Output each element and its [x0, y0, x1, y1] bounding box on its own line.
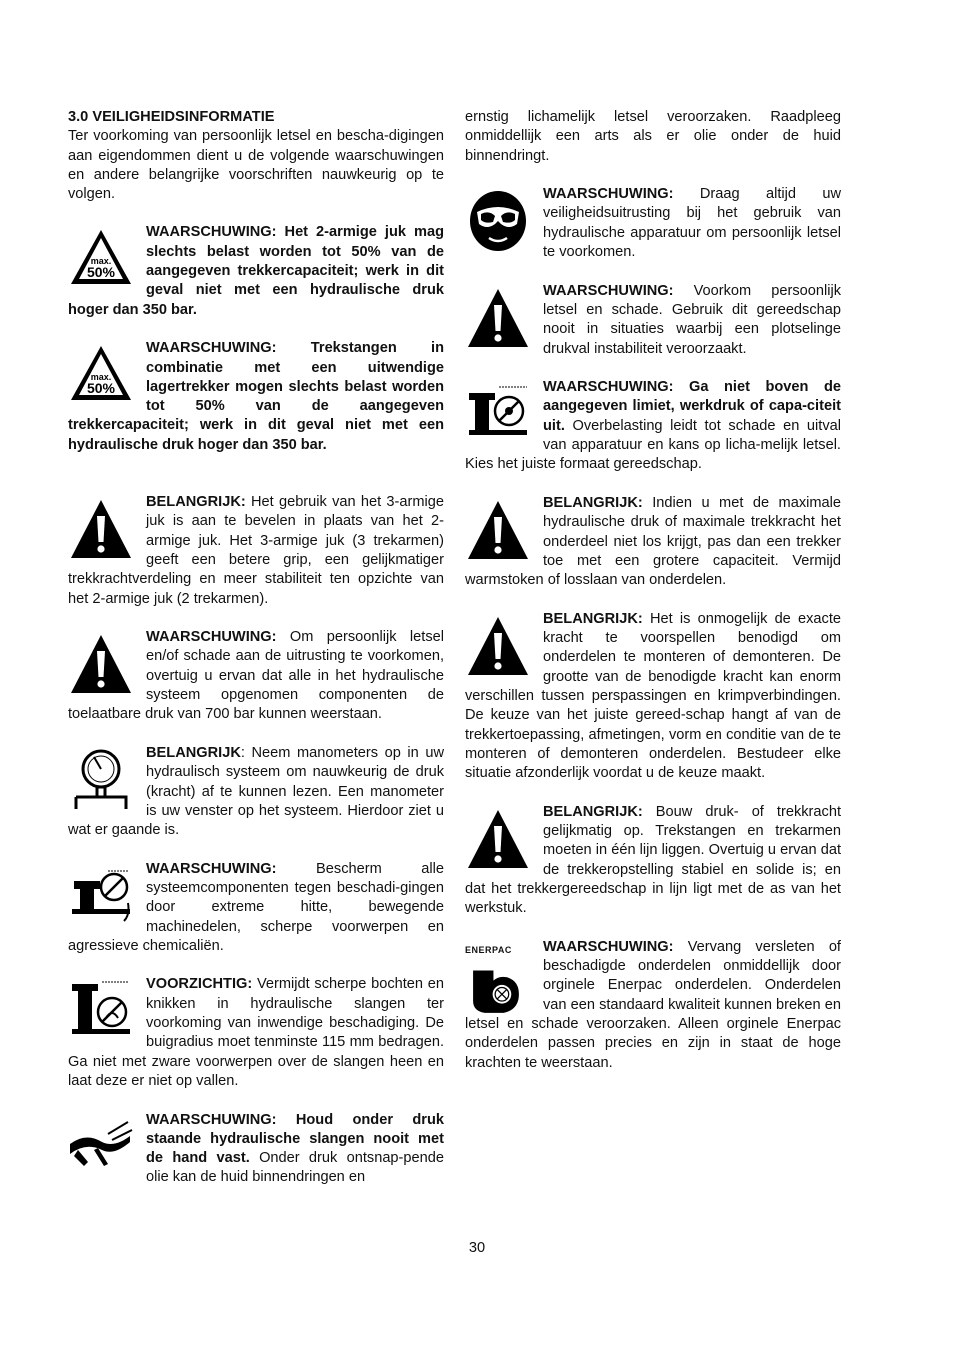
notice-block	[465, 282, 841, 359]
notice-label: WAARSCHUWING:	[543, 938, 674, 955]
hose-kink-icon	[68, 978, 138, 1048]
notice-block	[465, 610, 841, 784]
notice-text: Voorkom persoonlijk letsel en schade. Gebruik dit gereedschap nooit in situaties waarbij een plotselinge drukval instabiliteit veroorzaakt.	[543, 282, 841, 357]
notice-label: BELANGRIJK:	[543, 610, 643, 627]
notice-bold-text: WAARSCHUWING: Het 2-armige juk mag slechts belast worden tot 50% van de aangegeven trekkercapaciteit; werk in dit geval niet met een hydraulische druk hoger dan 350 bar.	[68, 224, 444, 318]
warning-triangle-icon	[465, 497, 535, 567]
notice-text: : Neem manometers op in uw hydraulisch systeem om nauwkeurig de druk (kracht) af te kunnen lezen. Een manometer is uw venster op het systeem. Hierdoor ziet u wat er gaande is.	[68, 744, 444, 839]
enerpac-logo-text: ENERPAC	[465, 944, 512, 955]
intro-paragraph: Ter voorkoming van persoonlijk letsel en bescha-digingen aan eigendommen dient u de volgende waarschuwingen en andere belangrijke voorschriften nauwkeurig op te volgen.	[68, 128, 444, 203]
safety-goggles-icon	[465, 188, 535, 258]
notice-block	[68, 493, 444, 609]
notice-label: BELANGRIJK:	[543, 494, 643, 511]
notice-text: Vermijdt scherpe bochten en knikken in hydraulische slangen ter voorkoming van inwendige beschadiging. De buigradius moet tenminste 115 mm bedragen. Ga niet met zware voorwerpen over de slangen heen en laat deze er niet op vallen.	[68, 976, 444, 1089]
notice-block	[465, 938, 841, 1073]
overload-icon	[465, 381, 535, 451]
notice-bold-text: WAARSCHUWING: Ga niet boven de aangegeven limiet, werkdruk of capa-citeit uit.	[543, 379, 841, 434]
notice-text: Het is onmogelijk de exacte kracht te voorspellen benodigd om onderdelen te monteren of demonteren. De grootte van de benodigde kracht kan enorm verschillen tussen perspassingen en krimpverbindingen. De keuze van het juiste gereed-schap hangt af van de trekkertoepassing, afmetingen, vorm en conditie van de te monteren of demonteren onderdelen. Bestudeer elke situatie afzonderlijk voordat u de keuze maakt.	[465, 610, 841, 782]
notice-label: WAARSCHUWING:	[543, 282, 674, 299]
notice-text: Indien u met de maximale hydraulische druk of maximale trekkracht het onderdeel niet los krijgt, pas dan een trekker toe met een grotere capaciteit. Vermijd warmstoken of losslaan van onderdelen.	[465, 494, 841, 589]
notice-label: BELANGRIJK:	[543, 803, 643, 820]
enerpac-parts-icon	[465, 941, 535, 1011]
notice-label: WAARSCHUWING:	[543, 186, 674, 203]
notice-block	[465, 494, 841, 590]
notice-label: BELANGRIJK	[146, 744, 241, 761]
warning-triangle-icon	[465, 806, 535, 876]
notice-text: Vervang versleten of beschadigde onderdelen onmiddellijk door orginele Enerpac onderdelen. Onderdelen van een standaard kwaliteit kunnen breken en letsel en schade veroorzaken. Alleen orginele Enerpac onderdelen passen precies en zijn in staat de hoge krachten te weerstaan.	[465, 938, 841, 1071]
notice-block	[68, 223, 444, 319]
max-50-percent-icon	[68, 342, 138, 412]
notice-block	[465, 378, 841, 474]
notice-block	[68, 975, 444, 1091]
section-heading: 3.0 VEILIGHEIDSINFORMATIE	[68, 109, 275, 125]
notice-block	[465, 803, 841, 919]
max-50-percent-icon	[68, 226, 138, 296]
pressure-gauge-icon	[68, 747, 138, 817]
warning-triangle-icon	[465, 285, 535, 355]
notice-block	[68, 860, 444, 956]
notice-text: Bouw druk- of trekkracht gelijkmatig op. Trekstangen en trekarmen moeten in één lijn liggen. Overtuig u ervan dat de trekkeropstelling stabiel en solide is; en dat het trekkergereedschap in lijn ligt met de as van het werkstuk.	[465, 803, 841, 917]
notice-label: BELANGRIJK:	[146, 494, 246, 511]
notice-block	[68, 339, 444, 455]
notice-block	[68, 628, 444, 724]
notice-block	[68, 744, 444, 840]
notice-block	[465, 185, 841, 262]
warning-triangle-icon	[68, 631, 138, 701]
notice-bold-text: WAARSCHUWING: Houd onder druk staande hydraulische slangen nooit met de hand vast.	[146, 1111, 444, 1167]
warning-triangle-icon	[68, 496, 138, 566]
notice-label: WAARSCHUWING:	[146, 629, 277, 646]
notice-text: Draag altijd uw veiligheidsuitrusting bij het gebruik van hydraulische apparatuur om persoonlijk letsel te voorkomen.	[543, 186, 841, 261]
notice-text: Overbelasting leidt tot schade en uitval van apparatuur en kans op licha-melijk letsel. Kies het juiste formaat gereedschap.	[465, 417, 841, 473]
notice-text: Het gebruik van het 3-armige juk is aan te bevelen in plaats van het 2-armige juk. Het 3-armige juk (3 trekarmen) geeft een betere grip, een gelijkmatiger trekkrachtverdeling en meer stabiliteit ten opzichte van het 2-armige juk (2 trekarmen).	[68, 494, 444, 607]
page-number: 30	[468, 1240, 486, 1256]
notice-label: VOORZICHTIG:	[146, 976, 253, 993]
notice-label: WAARSCHUWING:	[146, 860, 277, 877]
notice-bold-text: WAARSCHUWING: Trekstangen in combinatie met een uitwendige lagertrekker mogen slechts belast worden tot 50% van de aangegeven trekkercapaciteit; werk in dit geval niet met een hydraulische druk hoger dan 350 bar.	[68, 340, 444, 453]
warning-triangle-icon	[465, 613, 535, 683]
continuation-paragraph: ernstig lichamelijk letsel veroorzaken. Raadpleeg onmiddellijk een arts als er olie onder de huid binnendringt.	[465, 109, 841, 164]
hand-hose-icon	[68, 1114, 138, 1184]
notice-text: Bescherm alle systeemcomponenten tegen beschadi-gingen door extreme hitte, bewegende machinedelen, scherpe voorwerpen en agressieve chemicaliën.	[68, 860, 444, 954]
protect-hose-icon	[68, 863, 138, 933]
notice-text: Om persoonlijk letsel en/of schade aan de uitrusting te voorkomen, overtuig u ervan dat alle in het hydraulische systeem opgenomen componenten de toelaatbare druk van 700 bar kunnen weerstaan.	[68, 629, 444, 723]
left-column	[68, 108, 444, 1207]
notice-text: Onder druk ontsnap-pende olie kan de huid binnendringen en	[146, 1150, 444, 1186]
right-column	[465, 108, 841, 1092]
notice-block	[68, 1111, 444, 1188]
